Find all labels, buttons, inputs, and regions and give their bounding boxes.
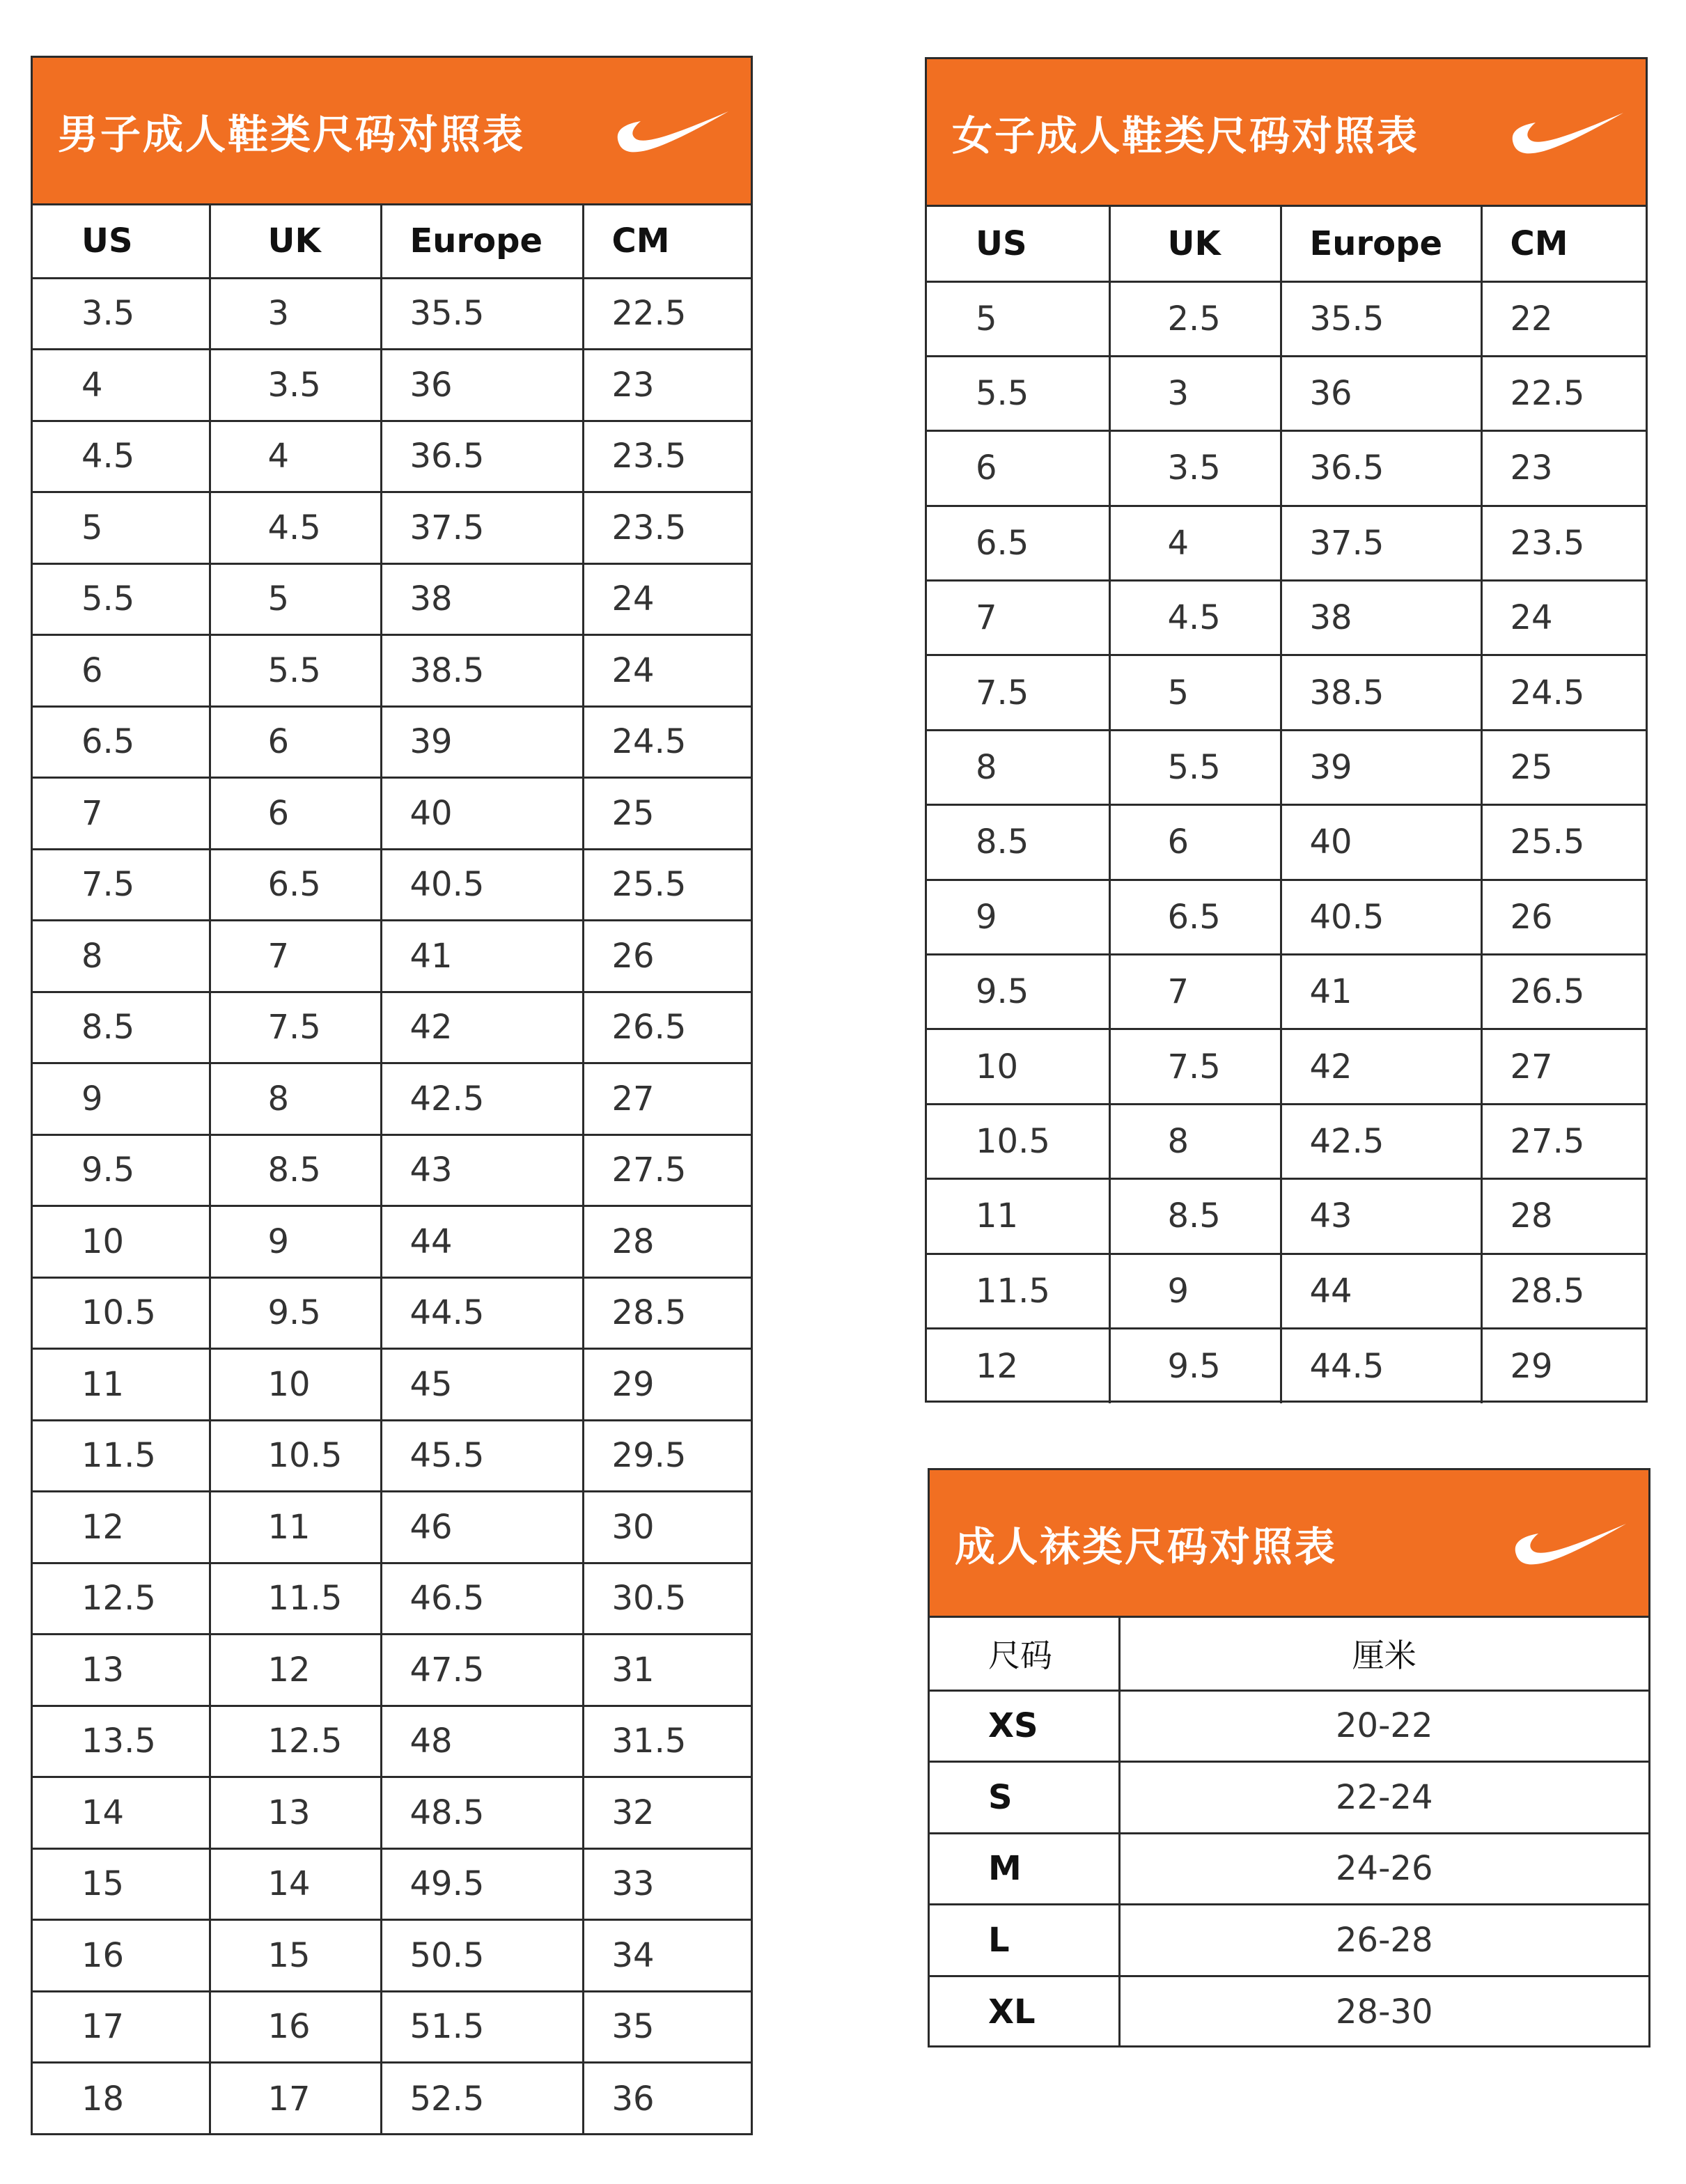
cell-cm: 25 [1481, 730, 1646, 804]
table-row [930, 1905, 1648, 1976]
cell-uk: 7 [1109, 955, 1281, 1029]
cell-us: 12.5 [33, 1563, 210, 1635]
cell-europe: 46 [381, 1492, 583, 1563]
table-row [927, 1328, 1646, 1403]
cell-uk: 6 [210, 706, 381, 778]
table-row [927, 356, 1646, 430]
cell-europe: 40 [381, 778, 583, 850]
cell-cm: 24.5 [1481, 655, 1646, 730]
cell-europe: 44.5 [381, 1277, 583, 1349]
cell-uk: 6.5 [1109, 880, 1281, 954]
cell-uk: 8 [210, 1063, 381, 1135]
cell-cm: 33 [583, 1848, 751, 1920]
cell-europe: 36 [381, 350, 583, 421]
cell-uk: 8 [1109, 1104, 1281, 1178]
cell-europe: 38.5 [381, 635, 583, 707]
table-row [33, 778, 751, 850]
cell-us: 12 [33, 1492, 210, 1563]
table-row [33, 1635, 751, 1706]
cell-cm: 34 [583, 1920, 751, 1992]
cell-cm: 26 [1481, 880, 1646, 954]
cell-us: 5 [927, 281, 1109, 356]
cell-europe: 44 [1281, 1254, 1481, 1328]
cell-us: 5.5 [927, 356, 1109, 430]
cell-cm: 26.5 [1481, 955, 1646, 1029]
table-row [927, 431, 1646, 506]
table-row [33, 1063, 751, 1135]
cell-cm: 27.5 [583, 1134, 751, 1206]
cell-europe: 38 [1281, 581, 1481, 655]
column-header-cm: CM [1481, 207, 1646, 281]
cell-size: XL [930, 1976, 1119, 2048]
cell-uk: 8.5 [1109, 1179, 1281, 1254]
cell-uk: 5.5 [1109, 730, 1281, 804]
cell-europe: 40 [1281, 805, 1481, 880]
cell-us: 10 [33, 1206, 210, 1278]
cell-cm: 27 [1481, 1029, 1646, 1104]
table-row [33, 992, 751, 1063]
cell-us: 15 [33, 1848, 210, 1920]
cell-us: 5 [33, 492, 210, 564]
column-header-uk: UK [1109, 207, 1281, 281]
cell-cm-range: 24-26 [1119, 1833, 1648, 1905]
cell-cm: 32 [583, 1777, 751, 1849]
column-header-cm: CM [583, 205, 751, 278]
table-row [33, 1848, 751, 1920]
table-row [927, 1179, 1646, 1254]
cell-europe: 39 [381, 706, 583, 778]
cell-us: 8.5 [927, 805, 1109, 880]
table-row [33, 1420, 751, 1492]
cell-us: 14 [33, 1777, 210, 1849]
socks-chart-header [930, 1470, 1648, 1618]
table-row [33, 1134, 751, 1206]
cell-europe: 42 [1281, 1029, 1481, 1104]
women-chart-header [927, 59, 1646, 207]
cell-europe: 49.5 [381, 1848, 583, 1920]
cell-us: 7 [33, 778, 210, 850]
table-row [33, 492, 751, 564]
table-row [33, 635, 751, 707]
cell-europe: 36.5 [381, 421, 583, 492]
table-header-row [927, 207, 1646, 281]
table-row [33, 1920, 751, 1992]
cell-europe: 38 [381, 563, 583, 635]
cell-cm: 26 [583, 921, 751, 992]
cell-europe: 52.5 [381, 2063, 583, 2135]
table-row [33, 2063, 751, 2135]
cell-uk: 12.5 [210, 1706, 381, 1777]
cell-europe: 40.5 [1281, 880, 1481, 954]
men-shoe-size-chart [31, 56, 753, 2135]
cell-us: 5.5 [33, 563, 210, 635]
cell-uk: 9 [210, 1206, 381, 1278]
cell-uk: 11.5 [210, 1563, 381, 1635]
cell-us: 6 [33, 635, 210, 707]
cell-us: 9.5 [33, 1134, 210, 1206]
women-shoe-size-chart [925, 57, 1648, 1403]
column-header-europe: Europe [1281, 207, 1481, 281]
cell-cm: 23.5 [583, 492, 751, 564]
cell-us: 9.5 [927, 955, 1109, 1029]
cell-cm: 28 [1481, 1179, 1646, 1254]
cell-us: 11 [33, 1349, 210, 1421]
cell-cm: 24.5 [583, 706, 751, 778]
table-row [33, 278, 751, 350]
table-row [33, 350, 751, 421]
women-size-table [927, 207, 1646, 1403]
cell-us: 9 [33, 1063, 210, 1135]
table-row [927, 1029, 1646, 1104]
cell-us: 11.5 [33, 1420, 210, 1492]
cell-cm: 22 [1481, 281, 1646, 356]
cell-uk: 16 [210, 1991, 381, 2063]
cell-us: 16 [33, 1920, 210, 1992]
table-row [927, 880, 1646, 954]
cell-europe: 42 [381, 992, 583, 1063]
cell-europe: 42.5 [381, 1063, 583, 1135]
cell-uk: 7.5 [1109, 1029, 1281, 1104]
cell-us: 8.5 [33, 992, 210, 1063]
cell-europe: 39 [1281, 730, 1481, 804]
cell-us: 6 [927, 431, 1109, 506]
nike-swoosh-icon [1508, 107, 1626, 157]
table-row [927, 281, 1646, 356]
cell-us: 4.5 [33, 421, 210, 492]
table-row [33, 849, 751, 921]
cell-europe: 36 [1281, 356, 1481, 430]
cell-cm: 30 [583, 1492, 751, 1563]
cell-europe: 41 [1281, 955, 1481, 1029]
table-row [927, 955, 1646, 1029]
cell-europe: 48.5 [381, 1777, 583, 1849]
cell-uk: 7 [210, 921, 381, 992]
cell-cm: 27 [583, 1063, 751, 1135]
column-header-us: US [927, 207, 1109, 281]
cell-us: 18 [33, 2063, 210, 2135]
cell-us: 7.5 [927, 655, 1109, 730]
cell-us: 8 [33, 921, 210, 992]
table-row [33, 1277, 751, 1349]
cell-uk: 11 [210, 1492, 381, 1563]
cell-uk: 3 [210, 278, 381, 350]
cell-uk: 15 [210, 1920, 381, 1992]
table-row [33, 1349, 751, 1421]
cell-europe: 47.5 [381, 1635, 583, 1706]
cell-cm-range: 26-28 [1119, 1905, 1648, 1976]
cell-europe: 36.5 [1281, 431, 1481, 506]
cell-europe: 43 [381, 1134, 583, 1206]
table-row [927, 655, 1646, 730]
cell-cm: 23.5 [583, 421, 751, 492]
cell-uk: 17 [210, 2063, 381, 2135]
cell-uk: 5 [210, 563, 381, 635]
cell-europe: 44.5 [1281, 1328, 1481, 1403]
cell-cm: 24 [583, 635, 751, 707]
cell-uk: 6.5 [210, 849, 381, 921]
cell-us: 9 [927, 880, 1109, 954]
cell-us: 3.5 [33, 278, 210, 350]
cell-cm: 27.5 [1481, 1104, 1646, 1178]
cell-uk: 4.5 [1109, 581, 1281, 655]
cell-cm: 22.5 [583, 278, 751, 350]
cell-cm: 36 [583, 2063, 751, 2135]
cell-cm: 23 [583, 350, 751, 421]
cell-europe: 35.5 [381, 278, 583, 350]
cell-europe: 40.5 [381, 849, 583, 921]
socks-size-table [930, 1618, 1648, 2048]
column-header-uk: UK [210, 205, 381, 278]
cell-uk: 4.5 [210, 492, 381, 564]
cell-us: 10.5 [33, 1277, 210, 1349]
cell-cm-range: 20-22 [1119, 1690, 1648, 1762]
women-table-body [927, 281, 1646, 1403]
cell-us: 7 [927, 581, 1109, 655]
table-row [927, 1104, 1646, 1178]
cell-cm: 24 [1481, 581, 1646, 655]
cell-cm: 29.5 [583, 1420, 751, 1492]
table-row [33, 1706, 751, 1777]
cell-us: 10 [927, 1029, 1109, 1104]
cell-us: 13 [33, 1635, 210, 1706]
cell-europe: 44 [381, 1206, 583, 1278]
cell-europe: 37.5 [1281, 506, 1481, 580]
cell-uk: 6 [1109, 805, 1281, 880]
table-row [33, 1492, 751, 1563]
cell-cm: 29 [583, 1349, 751, 1421]
cell-cm: 25.5 [1481, 805, 1646, 880]
women-chart-title: 女子成人鞋类尺码对照表 [952, 111, 1420, 159]
cell-us: 17 [33, 1991, 210, 2063]
men-table-body [33, 278, 751, 2134]
table-header-row [930, 1618, 1648, 1690]
cell-cm: 28.5 [583, 1277, 751, 1349]
cell-uk: 7.5 [210, 992, 381, 1063]
cell-cm: 31.5 [583, 1706, 751, 1777]
cell-europe: 42.5 [1281, 1104, 1481, 1178]
table-row [930, 1762, 1648, 1834]
table-row [33, 1206, 751, 1278]
cell-cm-range: 22-24 [1119, 1762, 1648, 1834]
column-header-europe: Europe [381, 205, 583, 278]
cell-europe: 45.5 [381, 1420, 583, 1492]
column-header-cm: 厘米 [1119, 1618, 1648, 1690]
nike-swoosh-icon [613, 106, 731, 156]
nike-swoosh-icon [1511, 1518, 1629, 1568]
cell-cm: 22.5 [1481, 356, 1646, 430]
socks-size-chart [928, 1468, 1650, 2048]
table-row [927, 730, 1646, 804]
cell-cm: 31 [583, 1635, 751, 1706]
cell-us: 13.5 [33, 1706, 210, 1777]
cell-europe: 38.5 [1281, 655, 1481, 730]
table-row [927, 581, 1646, 655]
cell-uk: 4 [1109, 506, 1281, 580]
cell-size: L [930, 1905, 1119, 1976]
cell-us: 7.5 [33, 849, 210, 921]
cell-cm: 23.5 [1481, 506, 1646, 580]
table-row [33, 563, 751, 635]
cell-uk: 4 [210, 421, 381, 492]
cell-europe: 37.5 [381, 492, 583, 564]
cell-europe: 50.5 [381, 1920, 583, 1992]
cell-us: 11.5 [927, 1254, 1109, 1328]
cell-uk: 5 [1109, 655, 1281, 730]
socks-table-body [930, 1690, 1648, 2048]
cell-uk: 10 [210, 1349, 381, 1421]
cell-us: 4 [33, 350, 210, 421]
table-row [930, 1976, 1648, 2048]
cell-uk: 14 [210, 1848, 381, 1920]
men-chart-title: 男子成人鞋类尺码对照表 [58, 110, 526, 158]
cell-uk: 12 [210, 1635, 381, 1706]
cell-us: 12 [927, 1328, 1109, 1403]
cell-cm: 30.5 [583, 1563, 751, 1635]
table-row [927, 805, 1646, 880]
cell-uk: 5.5 [210, 635, 381, 707]
cell-cm: 29 [1481, 1328, 1646, 1403]
table-row [33, 921, 751, 992]
cell-uk: 9 [1109, 1254, 1281, 1328]
cell-cm: 25.5 [583, 849, 751, 921]
table-row [33, 1991, 751, 2063]
table-row [33, 421, 751, 492]
cell-size: M [930, 1833, 1119, 1905]
cell-uk: 3.5 [210, 350, 381, 421]
cell-uk: 2.5 [1109, 281, 1281, 356]
cell-uk: 8.5 [210, 1134, 381, 1206]
socks-chart-title: 成人袜类尺码对照表 [955, 1522, 1338, 1570]
cell-europe: 41 [381, 921, 583, 992]
cell-us: 8 [927, 730, 1109, 804]
cell-uk: 3.5 [1109, 431, 1281, 506]
cell-cm: 24 [583, 563, 751, 635]
cell-us: 6.5 [33, 706, 210, 778]
cell-uk: 3 [1109, 356, 1281, 430]
cell-uk: 13 [210, 1777, 381, 1849]
table-row [927, 506, 1646, 580]
cell-europe: 35.5 [1281, 281, 1481, 356]
table-row [927, 1254, 1646, 1328]
cell-cm: 28.5 [1481, 1254, 1646, 1328]
cell-uk: 9.5 [210, 1277, 381, 1349]
cell-europe: 51.5 [381, 1991, 583, 2063]
cell-europe: 45 [381, 1349, 583, 1421]
column-header-us: US [33, 205, 210, 278]
cell-uk: 6 [210, 778, 381, 850]
table-row [33, 1563, 751, 1635]
men-chart-header [33, 58, 751, 205]
cell-size: XS [930, 1690, 1119, 1762]
table-row [33, 706, 751, 778]
table-header-row [33, 205, 751, 278]
table-row [930, 1690, 1648, 1762]
cell-cm: 25 [583, 778, 751, 850]
cell-size: S [930, 1762, 1119, 1834]
cell-us: 6.5 [927, 506, 1109, 580]
cell-us: 11 [927, 1179, 1109, 1254]
cell-cm: 26.5 [583, 992, 751, 1063]
cell-europe: 48 [381, 1706, 583, 1777]
cell-europe: 46.5 [381, 1563, 583, 1635]
cell-cm: 28 [583, 1206, 751, 1278]
cell-cm: 23 [1481, 431, 1646, 506]
column-header-size: 尺码 [930, 1618, 1119, 1690]
cell-europe: 43 [1281, 1179, 1481, 1254]
cell-uk: 10.5 [210, 1420, 381, 1492]
men-size-table [33, 205, 751, 2134]
cell-us: 10.5 [927, 1104, 1109, 1178]
cell-cm-range: 28-30 [1119, 1976, 1648, 2048]
table-row [930, 1833, 1648, 1905]
cell-uk: 9.5 [1109, 1328, 1281, 1403]
cell-cm: 35 [583, 1991, 751, 2063]
table-row [33, 1777, 751, 1849]
